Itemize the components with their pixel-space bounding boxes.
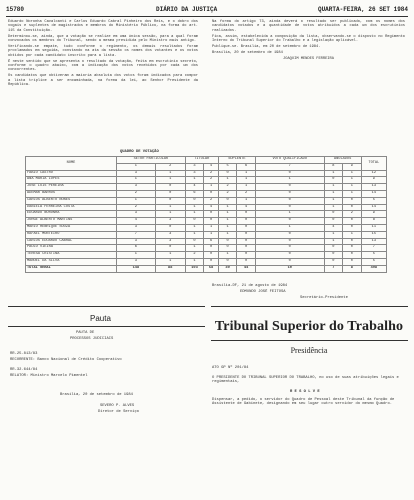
table-cell: 0 xyxy=(324,177,343,184)
table-cell: 7 xyxy=(324,265,343,272)
table-cell: 0 xyxy=(255,204,324,211)
table-header-cell: 7 xyxy=(255,163,324,170)
table-cell: 6 xyxy=(117,245,156,252)
table-cell: 1 xyxy=(324,190,343,197)
table-cell: 0 xyxy=(185,197,204,204)
table-cell: 3 xyxy=(117,224,156,231)
table-cell: 1 xyxy=(155,252,185,259)
table-header-cell: 4 xyxy=(204,163,218,170)
table-cell: 0 xyxy=(185,218,204,225)
table-cell: 8 xyxy=(343,265,362,272)
table-cell: 0 xyxy=(255,190,324,197)
table-cell: 0 xyxy=(218,258,237,265)
paragraph: Eduardo Noronha Cavalcanti e Carlos Eduardo Cabral Pinheiro dos Reis, e o dobro dos vogais e suplentes de magistrados e membros do Ministério Público, na forma do art. 115 da Constituição. xyxy=(8,20,198,33)
table-cell: 3 xyxy=(185,170,204,177)
signature: JOAQUIM MENDES FERREIRA xyxy=(283,57,334,62)
table-cell: 3 xyxy=(117,258,156,265)
paragraph: Publique-se. Brasília, em 20 de setembro de 1984. xyxy=(212,45,321,50)
table-cell: 0 xyxy=(185,238,204,245)
table-cell: 1 xyxy=(185,258,204,265)
table-cell: 2 xyxy=(204,197,218,204)
table-cell: 0 xyxy=(324,245,343,252)
table-group-header-row xyxy=(26,157,387,164)
table-cell: 1 xyxy=(185,177,204,184)
table-cell: 4 xyxy=(237,204,256,211)
table-cell: 1 xyxy=(155,204,185,211)
table-row xyxy=(26,238,387,245)
table-cell: 0 xyxy=(155,224,185,231)
table-header-cell: ANULADOS xyxy=(324,157,361,164)
table-header-cell: 6 xyxy=(237,163,256,170)
table-cell: 1 xyxy=(155,258,185,265)
table-cell: 0 xyxy=(324,252,343,259)
table-cell: 1 xyxy=(204,224,218,231)
table-cell: 1 xyxy=(185,211,204,218)
paragraph: Brasília, 20 de setembro de 1984 xyxy=(212,51,283,56)
table-cell: 2 xyxy=(237,190,256,197)
table-cell: 1 xyxy=(324,197,343,204)
pauta-title: Pauta xyxy=(90,314,111,323)
table-cell: 1 xyxy=(218,204,237,211)
table-cell: 0 xyxy=(204,258,218,265)
table-row xyxy=(26,204,387,211)
table-cell: 0 xyxy=(343,204,362,211)
paragraph: É neste sentido que se apresenta o resultado da votação, feita em escrutínio secreto, conforme o quadro abaixo, com a indicação dos votos recebidos por cada um dos concorrentes. xyxy=(8,59,198,73)
table-cell: 1 xyxy=(324,238,343,245)
table-cell: JOSE LUIS PEREIRA xyxy=(26,184,117,191)
pauta-entry: RECORRENTE: Banco Nacional de Crédito Cooperativo xyxy=(10,358,122,362)
table-cell: 1 xyxy=(218,211,237,218)
table-row xyxy=(26,245,387,252)
table-cell: 1 xyxy=(237,184,256,191)
table-cell: 1 xyxy=(155,170,185,177)
table-header-cell: 1 xyxy=(117,163,156,170)
table-row xyxy=(26,231,387,238)
table-cell: 0 xyxy=(343,218,362,225)
table-cell: 1 xyxy=(324,204,343,211)
table-cell: 0 xyxy=(343,258,362,265)
table-cell: 1 xyxy=(343,190,362,197)
pauta-signature-role: Diretor de Serviço xyxy=(98,410,140,414)
table-cell: 0 xyxy=(343,238,362,245)
table-cell: CARLOS EDUARDO CABRAL xyxy=(26,238,117,245)
table-cell: 1 xyxy=(343,231,362,238)
paragraph: Verificando-se empate, tudo conforme o regimento, os demais resultados foram proclamados em seguida, constando na ata da sessão os nomes dos votantes e os votos obtidos por cada candidato inscrito para a lista. xyxy=(8,45,198,58)
table-cell: 1 xyxy=(218,218,237,225)
pauta-entry: RELATOR: Ministro Marcelo Pimentel xyxy=(10,374,88,378)
closing-signature: EDMUNDO JOSÉ FEITOSA xyxy=(240,290,286,294)
table-cell: 1 xyxy=(185,204,204,211)
table-cell: 0 xyxy=(204,252,218,259)
table-cell: 1 xyxy=(343,184,362,191)
table-cell: 44 xyxy=(237,265,256,272)
issue-date: QUARTA-FEIRA, 26 SET 1984 xyxy=(317,6,408,13)
table-total-row xyxy=(26,265,387,272)
table-cell: 1 xyxy=(218,224,237,231)
table-cell: 498 xyxy=(361,265,386,272)
presidencia-heading: Presidência xyxy=(290,346,328,355)
table-cell: 88 xyxy=(155,265,185,272)
table-cell: 3 xyxy=(117,211,156,218)
table-cell: 14 xyxy=(361,190,386,197)
table-cell: 0 xyxy=(204,245,218,252)
table-cell: 0 xyxy=(237,218,256,225)
table-row xyxy=(26,224,387,231)
table-header-cell: SETOR PARTICULAR xyxy=(117,157,186,164)
table-header-cell: VOTO QUALIFICADO xyxy=(255,157,324,164)
table-cell: 1 xyxy=(185,224,204,231)
paragraph: Na forma do artigo 73, ainda deverá o resultado ser publicado, com os nomes dos candidatos votados e a quantidade de votos atribuídos a cada um dos escrutínios realizados. xyxy=(212,20,405,33)
table-cell: 4 xyxy=(204,204,218,211)
table-cell: 58 xyxy=(204,265,218,272)
paragraph: Fica, assim, estabelecida a composição da lista, observando-se o disposto no Regimento Interno do Tribunal Superior do Trabalho e a legislação aplicável. xyxy=(212,34,405,43)
table-cell: 5 xyxy=(361,197,386,204)
table-cell: MANUEL DA SILVA xyxy=(26,258,117,265)
table-cell: 0 xyxy=(218,238,237,245)
table-cell: 1 xyxy=(204,184,218,191)
journal-title: DIÁRIO DA JUSTIÇA xyxy=(156,6,218,13)
table-cell: 3 xyxy=(117,238,156,245)
table-cell: 0 xyxy=(204,218,218,225)
right-text-column xyxy=(212,20,405,63)
section-rule-right xyxy=(211,306,408,307)
table-cell: 0 xyxy=(255,238,324,245)
table-cell: 0 xyxy=(255,197,324,204)
table-cell: 0 xyxy=(255,258,324,265)
table-row xyxy=(26,211,387,218)
header-rule xyxy=(6,16,408,17)
table-header-cell: 2 xyxy=(155,163,185,170)
table-row xyxy=(26,258,387,265)
table-cell: 4 xyxy=(185,184,204,191)
table-header-cell: SUPLENTE xyxy=(218,157,255,164)
table-cell: 7 xyxy=(117,231,156,238)
table-cell: 11 xyxy=(361,224,386,231)
table-cell: 2 xyxy=(218,184,237,191)
left-text-column xyxy=(8,20,198,89)
table-cell: RAFAEL MONTEIRO xyxy=(26,231,117,238)
table-cell: DANIELA FERREIRA COSTA xyxy=(26,204,117,211)
table-cell: 0 xyxy=(237,245,256,252)
table-cell: 9 xyxy=(361,177,386,184)
table-cell: 0 xyxy=(204,190,218,197)
table-cell: 13 xyxy=(361,238,386,245)
table-cell: 1 xyxy=(343,170,362,177)
table-cell: 103 xyxy=(185,265,204,272)
table-cell: 2 xyxy=(218,190,237,197)
table-cell: 0 xyxy=(324,211,343,218)
table-header-cell: TOTAL xyxy=(361,157,386,171)
table-cell: 0 xyxy=(343,245,362,252)
table-cell: 1 xyxy=(155,211,185,218)
section-rule-left xyxy=(8,306,205,307)
pauta-signature-name: SEVERO P. ALVES xyxy=(100,404,135,408)
table-cell: 3 xyxy=(155,238,185,245)
table-cell: 3 xyxy=(155,218,185,225)
table-row xyxy=(26,190,387,197)
table-cell: 0 xyxy=(255,170,324,177)
table-cell: 0 xyxy=(155,245,185,252)
table-cell: 1 xyxy=(237,170,256,177)
closing-date: Brasília-DF, 21 de agosto de 1984 xyxy=(212,284,288,288)
table-cell: 0 xyxy=(343,224,362,231)
table-cell: 148 xyxy=(117,265,156,272)
table-cell: 0 xyxy=(255,218,324,225)
table-cell: TERESA CRISTINA xyxy=(26,252,117,259)
table-cell: 1 xyxy=(117,197,156,204)
table-row xyxy=(26,170,387,177)
table-cell: 1 xyxy=(255,177,324,184)
table-cell: 0 xyxy=(218,170,237,177)
table-cell: FABIO CASTRO xyxy=(26,170,117,177)
table-header-cell: 8 xyxy=(324,163,343,170)
pauta-date: Brasília, 20 de setembro de 1984 xyxy=(60,393,133,397)
table-cell: 1 xyxy=(185,245,204,252)
tst-rule xyxy=(211,340,408,341)
table-cell: 0 xyxy=(255,231,324,238)
table-cell: 2 xyxy=(117,190,156,197)
table-header-cell: TITULAR xyxy=(185,157,218,164)
table-cell: 1 xyxy=(237,197,256,204)
table-cell: 0 xyxy=(343,252,362,259)
table-cell: EDUARDO NORONHA xyxy=(26,211,117,218)
table-cell: 14 xyxy=(361,204,386,211)
table-cell: 0 xyxy=(218,245,237,252)
pauta-rule xyxy=(8,326,205,327)
table-cell: 1 xyxy=(204,231,218,238)
table-cell: 9 xyxy=(361,211,386,218)
table-cell: 1 xyxy=(185,231,204,238)
table-header-cell: 5 xyxy=(218,163,237,170)
table-cell: PAULO VIEIRA xyxy=(26,245,117,252)
paragraph: Os candidatos que obtiveram a maioria absoluta dos votos foram indicados para compor a lista tríplice a ser encaminhada, na forma da lei, ao Senhor Presidente da República. xyxy=(8,74,198,88)
table-cell: 1 xyxy=(117,177,156,184)
table-cell: 30 xyxy=(218,265,237,272)
table-cell: 3 xyxy=(117,170,156,177)
table-cell: 1 xyxy=(324,231,343,238)
table-cell: 0 xyxy=(343,197,362,204)
table-cell: ADEMAR BARROS xyxy=(26,190,117,197)
pauta-entry: RR-25.813/83 xyxy=(10,352,38,356)
table-row xyxy=(26,197,387,204)
table-cell: 1 xyxy=(343,177,362,184)
table-row xyxy=(26,252,387,259)
table-cell: 2 xyxy=(185,252,204,259)
table-header-cell: 3 xyxy=(185,163,204,170)
table-cell: 0 xyxy=(237,211,256,218)
pauta-box-title: PAUTA DE xyxy=(76,331,95,335)
table-cell: 0 xyxy=(237,252,256,259)
resolve-heading: R E S O L V E xyxy=(290,390,320,394)
pauta-entry: RR-32.644/84 xyxy=(10,368,38,372)
table-cell: 13 xyxy=(361,184,386,191)
table-cell: 0 xyxy=(155,197,185,204)
table-cell: 4 xyxy=(117,218,156,225)
table-cell: 1 xyxy=(155,177,185,184)
table-cell: 1 xyxy=(117,252,156,259)
table-cell: 4 xyxy=(324,224,343,231)
table-cell: 0 xyxy=(255,184,324,191)
table-cell: 1 xyxy=(255,211,324,218)
table-cell: 1 xyxy=(218,252,237,259)
table-row xyxy=(26,218,387,225)
paragraph: Determinou-se, ainda, que a votação se realize em uma única sessão, para a qual foram convocados os membros do Tribunal, sendo a mesma presidida pelo Ministro mais antigo. xyxy=(8,34,198,43)
table-cell: 10 xyxy=(255,265,324,272)
table-cell: MARIO HENRIQUE SOUZA xyxy=(26,224,117,231)
table-cell: 12 xyxy=(361,170,386,177)
table-cell: 0 xyxy=(155,190,185,197)
page-header xyxy=(6,6,408,16)
vote-table xyxy=(25,156,387,273)
table-cell: 5 xyxy=(361,252,386,259)
table-cell: 1 xyxy=(237,177,256,184)
table-row xyxy=(26,184,387,191)
table-cell: 1 xyxy=(324,184,343,191)
table-cell: 0 xyxy=(155,184,185,191)
table-header-cell: 9 xyxy=(343,163,362,170)
table-cell: CARLOS ALBERTO NUNES xyxy=(26,197,117,204)
table-cell: 0 xyxy=(218,197,237,204)
table-cell: 2 xyxy=(343,211,362,218)
table-cell: 0 xyxy=(237,238,256,245)
table-cell: 0 xyxy=(324,218,343,225)
table-cell: 5 xyxy=(361,258,386,265)
table-cell: 0 xyxy=(255,245,324,252)
table-cell: 6 xyxy=(185,190,204,197)
pauta-box-subtitle: PROCESSOS JUDICIAIS xyxy=(70,337,114,341)
table-cell: 1 xyxy=(324,170,343,177)
table-cell: 2 xyxy=(117,204,156,211)
table-cell: 1 xyxy=(218,231,237,238)
table-cell: 0 xyxy=(237,231,256,238)
table-cell: 0 xyxy=(324,258,343,265)
table-cell: 8 xyxy=(361,218,386,225)
table-cell: 0 xyxy=(255,252,324,259)
ato-preamble: O PRESIDENTE DO TRIBUNAL SUPERIOR DO TRABALHO, no uso de suas atribuições legais e regimentais, xyxy=(212,376,399,385)
ato-body: Dispensar, a pedido, o servidor do Quadro de Pessoal deste Tribunal da função de Assistente de Gabinete, designando em seu lugar outro servidor do mesmo Quadro. xyxy=(212,398,395,407)
table-cell: 0 xyxy=(204,211,218,218)
table-cell: TOTAL GERAL xyxy=(26,265,117,272)
table-cell: 3 xyxy=(155,231,185,238)
tst-title: Tribunal Superior do Trabalho xyxy=(214,319,404,334)
table-cell: 1 xyxy=(218,177,237,184)
table-cell: JORGE ALBERTO MARTINS xyxy=(26,218,117,225)
closing-role: Secretário-Presidente xyxy=(300,296,348,300)
table-cell: 1 xyxy=(255,224,324,231)
table-title: QUADRO DE VOTAÇÃO xyxy=(120,150,159,154)
table-cell: 2 xyxy=(204,177,218,184)
table-cell: 2 xyxy=(204,170,218,177)
table-cell: 6 xyxy=(204,238,218,245)
page-number: 15780 xyxy=(6,6,25,13)
table-header-cell: NOME xyxy=(26,157,117,171)
table-cell: 7 xyxy=(361,245,386,252)
table-row xyxy=(26,177,387,184)
table-cell: ANA MARIA LOPES xyxy=(26,177,117,184)
table-cell: 0 xyxy=(237,224,256,231)
table-cell: 0 xyxy=(237,258,256,265)
table-cell: 3 xyxy=(117,184,156,191)
table-cell: 15 xyxy=(361,231,386,238)
ato-number: ATO GP Nº 201/84 xyxy=(212,366,249,370)
